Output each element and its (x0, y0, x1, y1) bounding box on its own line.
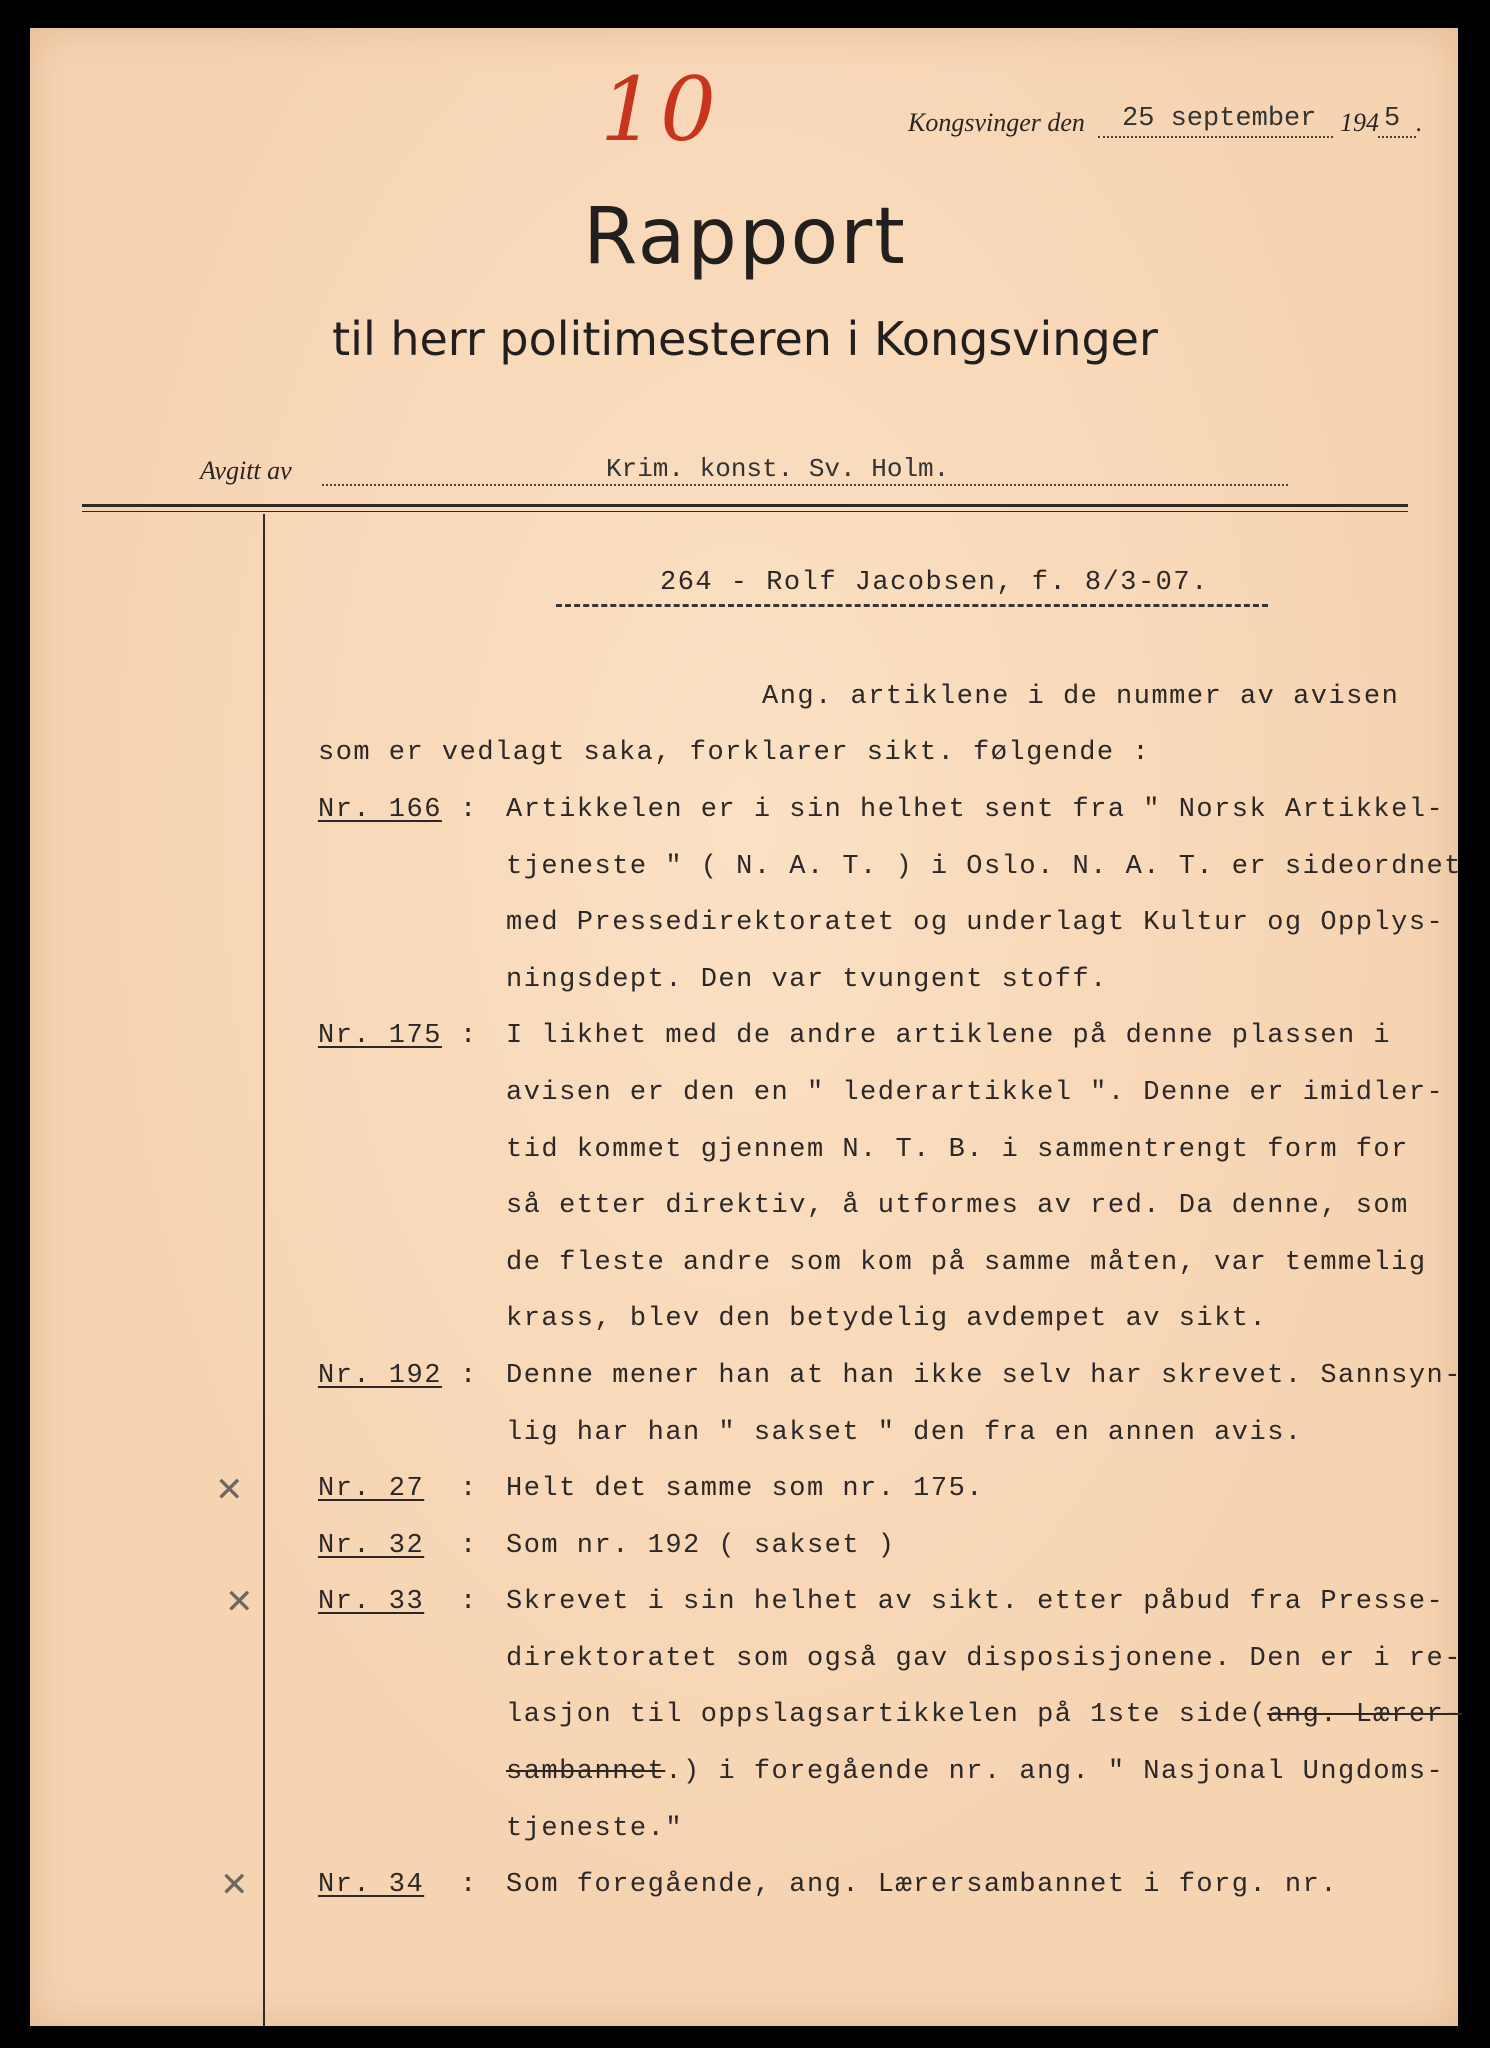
date-line (908, 104, 1428, 144)
case-heading: 264 - Rolf Jacobsen, f. 8/3-07. (660, 568, 1209, 598)
date-year-prefix: 194 (1340, 108, 1379, 137)
entry-colon: : (460, 1531, 478, 1561)
heading-dashed-rule (556, 604, 1268, 607)
entry-line: Denne mener han at han ikke selv har skrevet. Sannsyn- (506, 1361, 1462, 1391)
entry-colon: : (460, 1474, 478, 1504)
header-rule (82, 504, 1408, 507)
entry-line: så etter direktiv, å utformes av red. Da denne, som (506, 1191, 1409, 1221)
entry-line: tid kommet gjennem N. T. B. i sammentrengt form for (506, 1135, 1409, 1165)
entry-number: Nr. 175 (318, 1021, 442, 1051)
entry-line: tjeneste " ( N. A. T. ) i Oslo. N. A. T. er sideordnet (506, 852, 1462, 882)
entry-line: Helt det samme som nr. 175. (506, 1474, 984, 1504)
cross-mark: ✕ (220, 1865, 249, 1905)
entry-number: Nr. 27 (318, 1474, 425, 1504)
entry-colon: : (460, 795, 478, 825)
entry-line-text: lasjon til oppslagsartikkelen på 1ste side( (506, 1700, 1268, 1730)
entry-colon: : (460, 1021, 478, 1051)
struck-text: ang. Lærer- (1267, 1700, 1462, 1730)
avgitt-value: Krim. konst. Sv. Holm. (606, 454, 950, 484)
entry-colon: : (460, 1587, 478, 1617)
cross-mark: ✕ (215, 1470, 244, 1510)
header-rule-thin (82, 511, 1408, 512)
entry-line: med Pressedirektoratet og underlagt Kultur og Opplys- (506, 908, 1445, 938)
entry-number: Nr. 192 (318, 1361, 442, 1391)
entry-line: de fleste andre som kom på samme måten, var temmelig (506, 1248, 1427, 1278)
entry-line: krass, blev den betydelig avdempet av sikt. (506, 1304, 1268, 1334)
entry-line-text: .) i foregående nr. ang. " Nasjonal Ungdoms- (665, 1757, 1445, 1787)
handwritten-page-number: 10 (600, 58, 720, 161)
struck-text: sambannet (506, 1757, 666, 1787)
avgitt-label: Avgitt av (200, 456, 292, 485)
entry-number: Nr. 34 (318, 1870, 425, 1900)
entry-line (506, 1757, 1444, 1787)
intro-line-1: Ang. artiklene i de nummer av avisen (762, 682, 1400, 712)
entry-line: tjeneste." (506, 1814, 684, 1844)
entry-line (506, 1700, 1462, 1730)
entry-colon: : (460, 1870, 478, 1900)
date-typed: 25 september (1122, 104, 1317, 134)
entry-line: Skrevet i sin helhet av sikt. etter påbud fra Presse- (506, 1587, 1445, 1617)
entry-number: Nr. 32 (318, 1531, 425, 1561)
entry-line: direktoratet som også gav disposisjonene. Den er i re- (506, 1644, 1462, 1674)
date-end: . (1416, 108, 1423, 137)
entry-line: lig har han " sakset " den fra en annen avis. (506, 1418, 1303, 1448)
entry-line: avisen er den en " lederartikkel ". Denne er imidler- (506, 1078, 1445, 1108)
entry-line: Som nr. 192 ( sakset ) (506, 1531, 896, 1561)
entry-line: I likhet med de andre artiklene på denne plassen i (506, 1021, 1392, 1051)
entry-line: Artikkelen er i sin helhet sent fra " Norsk Artikkel- (506, 795, 1445, 825)
avgitt-line (200, 454, 1288, 490)
entry-line: ningsdept. Den var tvungent stoff. (506, 965, 1108, 995)
entry-number: Nr. 166 (318, 795, 442, 825)
page-title: Rapport (583, 192, 907, 282)
date-label: Kongsvinger den (908, 108, 1085, 137)
cross-mark: ✕ (225, 1582, 254, 1622)
entry-number: Nr. 33 (318, 1587, 425, 1617)
intro-line-2: som er vedlagt saka, forklarer sikt. følgende : (318, 738, 1151, 768)
page-subtitle: til herr politimesteren i Kongsvinger (332, 312, 1158, 366)
margin-line (263, 514, 265, 2026)
date-year-typed: 5 (1384, 104, 1401, 134)
entry-colon: : (460, 1361, 478, 1391)
entry-line: Som foregående, ang. Lærersambannet i forg. nr. (506, 1870, 1339, 1900)
